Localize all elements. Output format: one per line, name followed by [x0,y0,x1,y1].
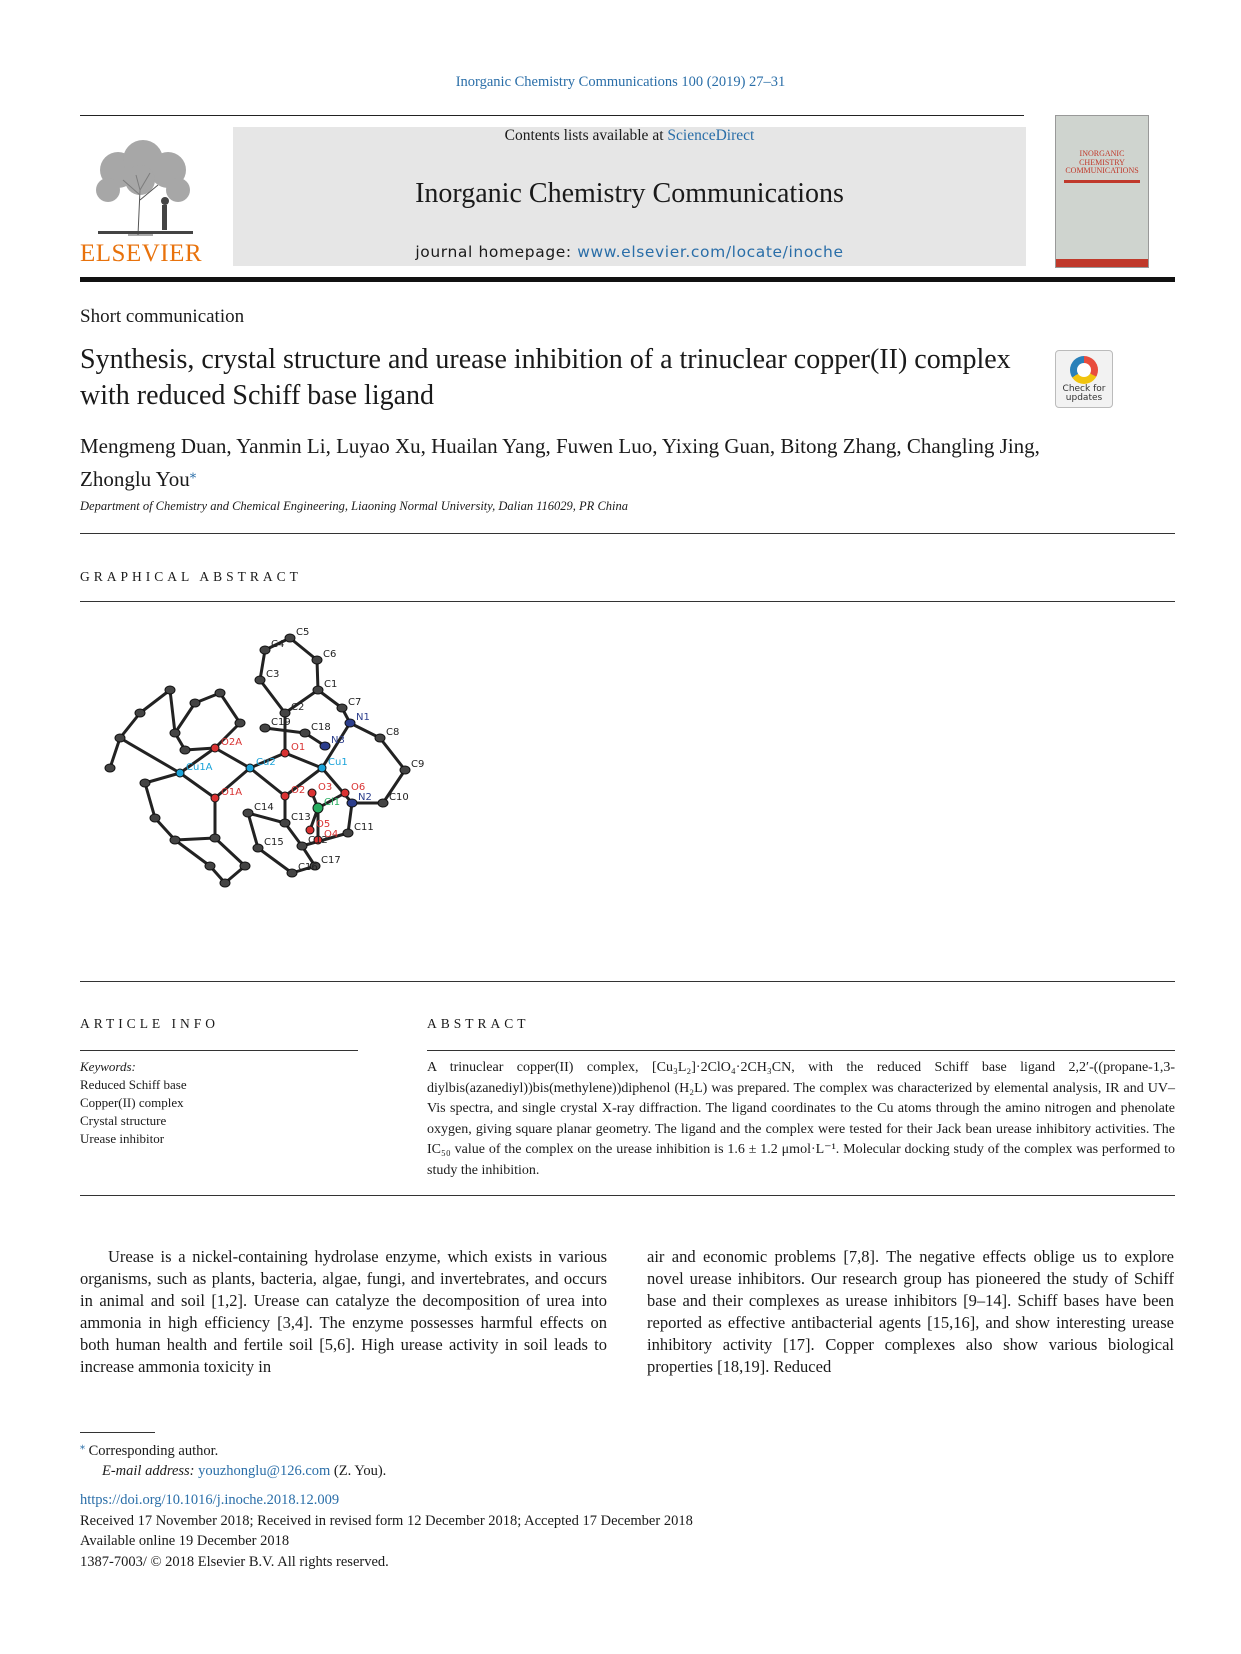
footnote-rule [80,1432,155,1433]
atom-label: Cl1 [324,797,341,808]
journal-title: Inorganic Chemistry Communications [415,178,844,209]
bond-line [260,650,265,680]
atom-ellipsoid [140,779,150,787]
check-for-updates-badge[interactable] [1055,350,1113,408]
body-column-right [647,1246,1174,1378]
bond-line [220,693,240,723]
atom-label: Cu1A [186,762,213,773]
bond-line [120,738,180,773]
atom-ellipsoid [176,769,184,777]
keyword-item: Reduced Schiff base [80,1077,187,1092]
atom-ellipsoid [205,862,215,870]
atom-ellipsoid [260,724,270,732]
atom-ellipsoid [280,819,290,827]
atom-ellipsoid [343,829,353,837]
bond-line [285,753,322,768]
body-paragraph: air and economic problems [7,8]. The negative effects oblige us to explore novel urease inhibitors. Our research group has pioneered the study of Schiff base and their complexes as urease inhibitors [9–14]. Schiff bases have been reported as effective antibacterial agents [15,16], and show interesting urease inhibitory activity [17]. Copper complexes also show various biological properties [18,19]. Reduced [647,1247,1174,1376]
bond-line [317,660,318,690]
atom-label: C11 [354,822,374,833]
homepage-prefix: journal homepage: [415,243,578,261]
section-rule [80,533,1175,534]
graphical-abstract-heading: GRAPHICAL ABSTRACT [80,569,302,584]
atom-ellipsoid [253,844,263,852]
atom-ellipsoid [341,789,349,797]
atom-label: N1 [356,712,370,723]
section-rule [80,601,1175,602]
atom-ellipsoid [312,656,322,664]
contents-availability-line [233,127,1026,145]
atom-label: C7 [348,697,362,708]
atom-ellipsoid [297,842,307,850]
body-column-left [80,1246,607,1378]
article-info-heading: ARTICLE INFO [80,1016,220,1031]
atom-ellipsoid [280,709,290,717]
atom-ellipsoid [318,764,326,772]
bond-line [140,690,170,713]
atom-label: Cu1 [328,757,348,768]
atom-ellipsoid [306,826,314,834]
atom-label: C5 [296,627,310,638]
cover-title: INORGANIC CHEMISTRY COMMUNICATIONS [1065,149,1139,175]
bond-line [380,738,405,770]
atom-label: C14 [254,802,274,813]
cover-footer-band [1056,259,1148,267]
email-link[interactable]: youzhonglu@126.com [198,1462,331,1479]
author-names: Mengmeng Duan, Yanmin Li, Luyao Xu, Huailan Yang, Fuwen Luo, Yixing Guan, Bitong Zhang, Changling Jing, Zhonglu You [80,434,1040,491]
article-type: Short communication [80,306,245,327]
bond-line [215,748,250,768]
atom-ellipsoid [378,799,388,807]
footnote-mark: ⁎ [80,1441,85,1452]
available-online: Available online 19 December 2018 [80,1533,290,1549]
atom-ellipsoid [170,729,180,737]
journal-cover-thumbnail[interactable] [1055,115,1149,268]
article-info-rule [80,1050,358,1051]
atom-label: O2A [221,737,243,748]
crossmark-icon-center [1077,363,1091,377]
atom-ellipsoid [320,742,330,750]
bond-line [260,680,285,713]
sciencedirect-link[interactable]: ScienceDirect [667,127,755,144]
corresponding-author-note [80,1437,386,1461]
atom-ellipsoid [300,729,310,737]
received-dates: Received 17 November 2018; Received in revised form 12 December 2018; Accepted 17 December 2018 [80,1512,693,1529]
abstract-text: A trinuclear copper(II) complex, [Cu₃L₂]·2ClO₄·2CH₃CN, with the reduced Schiff base ligand 2,2′-((propane-1,3-diylbis(azanediyl))bis(methylene))diphenol (H₂L) was prepared. The complex was characterized by elemental analysis, IR and UV–Vis spectra, and single crystal X-ray diffraction. The ligand coordinates to the Cu atoms through the amino nitrogen and phenolate oxygen, giving square planar geometry. The ligand and the complex were tested for their Jack bean urease inhibitory activities. The IC₅₀ value of the complex on the urease inhibition is 1.6 ± 1.2 μmol·L⁻¹. Molecular docking study of the complex was performed to study the inhibition. [427,1060,1175,1178]
atom-label: Cu2 [256,757,276,768]
atom-ellipsoid [375,734,385,742]
contents-prefix: Contents lists available at [504,127,668,144]
atom-label: C19 [271,717,291,728]
body-paragraph: Urease is a nickel-containing hydrolase enzyme, which exists in various organisms, such as plants, bacteria, algae, fungi, and invertebrates, and occurs in animal and soil [1,2]. Urease can catalyze the decomposition of urea into ammonia in high efficiency [3,4]. The enzyme possesses harmful effects on both human health and fertile soil [5,6]. High urease activity in soil leads to increase ammonia toxicity in [80,1247,607,1376]
atom-ellipsoid [211,794,219,802]
corresponding-author-mark[interactable]: ⁎ [189,466,197,481]
abstract-rule [427,1050,1175,1051]
email-note [80,1461,386,1481]
corresponding-label: Corresponding author. [88,1442,219,1459]
publication-info [80,1490,693,1572]
abstract-heading: ABSTRACT [427,1016,530,1031]
atom-label: O6 [351,782,366,793]
header-rule [80,115,1024,116]
section-rule [80,1195,1175,1196]
atom-label: O5 [316,819,331,830]
atom-ellipsoid [400,766,410,774]
bond-line [250,768,285,796]
author-list [80,432,1090,493]
atom-ellipsoid [170,836,180,844]
homepage-link[interactable]: www.elsevier.com/locate/inoche [577,243,844,261]
bond-line [348,803,352,833]
atom-label: C2 [291,702,305,713]
crystal-structure-figure [80,608,480,948]
affiliation: Department of Chemistry and Chemical Engineering, Liaoning Normal University, Dalian 116029, PR China [80,499,628,513]
bond-line [170,690,175,733]
atom-ellipsoid [255,676,265,684]
cover-stripe [1064,180,1140,183]
article-title: Synthesis, crystal structure and urease inhibition of a trinuclear copper(II) complex with reduced Schiff base ligand [80,344,1011,411]
journal-reference-link[interactable]: Inorganic Chemistry Communications 100 (2019) 27–31 [455,74,786,90]
atom-ellipsoid [246,764,254,772]
atom-ellipsoid [235,719,245,727]
atom-ellipsoid [211,744,219,752]
atom-label: O4 [324,829,339,840]
footnotes [80,1437,386,1481]
atom-label: C8 [386,727,400,738]
atom-label: O2 [291,785,306,796]
atom-label: C9 [411,759,425,770]
atom-label: C15 [264,837,284,848]
atom-label: C17 [321,855,341,866]
atom-ellipsoid [285,634,295,642]
keyword-item: Urease inhibitor [80,1131,165,1146]
atom-ellipsoid [260,646,270,654]
atom-label: C13 [291,812,311,823]
atom-label: C1 [324,679,338,690]
atom-ellipsoid [190,699,200,707]
atom-ellipsoid [135,709,145,717]
atom-ellipsoid [308,789,316,797]
keywords-block [80,1058,187,1148]
atom-ellipsoid [313,686,323,694]
bond-line [145,783,155,818]
atom-ellipsoid [240,862,250,870]
bond-line [175,838,215,840]
bond-line [175,840,210,866]
atom-ellipsoid [347,799,357,807]
section-rule [80,981,1175,982]
atom-ellipsoid [180,746,190,754]
bond-line [215,838,245,866]
atom-label: O3 [318,782,333,793]
atom-label: C12 [308,835,328,846]
bond-line [290,638,317,660]
atom-ellipsoid [243,809,253,817]
atom-ellipsoid [337,704,347,712]
bond-line [145,773,180,783]
doi-link[interactable]: https://doi.org/10.1016/j.inoche.2018.12.009 [80,1492,340,1508]
atom-ellipsoid [165,686,175,694]
atom-ellipsoid [313,803,323,813]
atom-label: C3 [266,669,280,680]
atom-label: O1 [291,742,306,753]
atom-label: O1A [221,787,243,798]
atom-label: C10 [389,792,409,803]
header-thick-rule [80,277,1175,282]
atom-label: C4 [271,639,285,650]
email-label: E-mail address: [102,1462,199,1479]
bond-line [175,703,195,733]
atom-ellipsoid [105,764,115,772]
keywords-label: Keywords: [80,1059,136,1074]
elsevier-wordmark: ELSEVIER [80,240,203,267]
journal-homepage-line [233,243,1026,261]
keyword-item: Copper(II) complex [80,1095,184,1110]
atom-ellipsoid [210,834,220,842]
atom-label: C18 [311,722,331,733]
atom-ellipsoid [115,734,125,742]
bond-line [248,813,285,823]
atom-ellipsoid [220,879,230,887]
bond-line [248,813,258,848]
atom-label: C16 [298,862,318,873]
bond-line [258,848,292,873]
atom-ellipsoid [281,792,289,800]
atom-label: N2 [358,792,372,803]
bond-line [110,738,120,768]
atom-ellipsoid [345,719,355,727]
atom-ellipsoid [281,749,289,757]
atom-ellipsoid [215,689,225,697]
atom-ellipsoid [287,869,297,877]
atom-label: C6 [323,649,337,660]
crossmark-label: Check for updates [1062,384,1106,403]
keyword-item: Crystal structure [80,1113,167,1128]
copyright: 1387-7003/ © 2018 Elsevier B.V. All rights reserved. [80,1553,389,1570]
atom-label: N3 [331,735,345,746]
atom-ellipsoid [150,814,160,822]
bond-line [180,773,215,798]
email-suffix: (Z. You). [330,1462,387,1479]
